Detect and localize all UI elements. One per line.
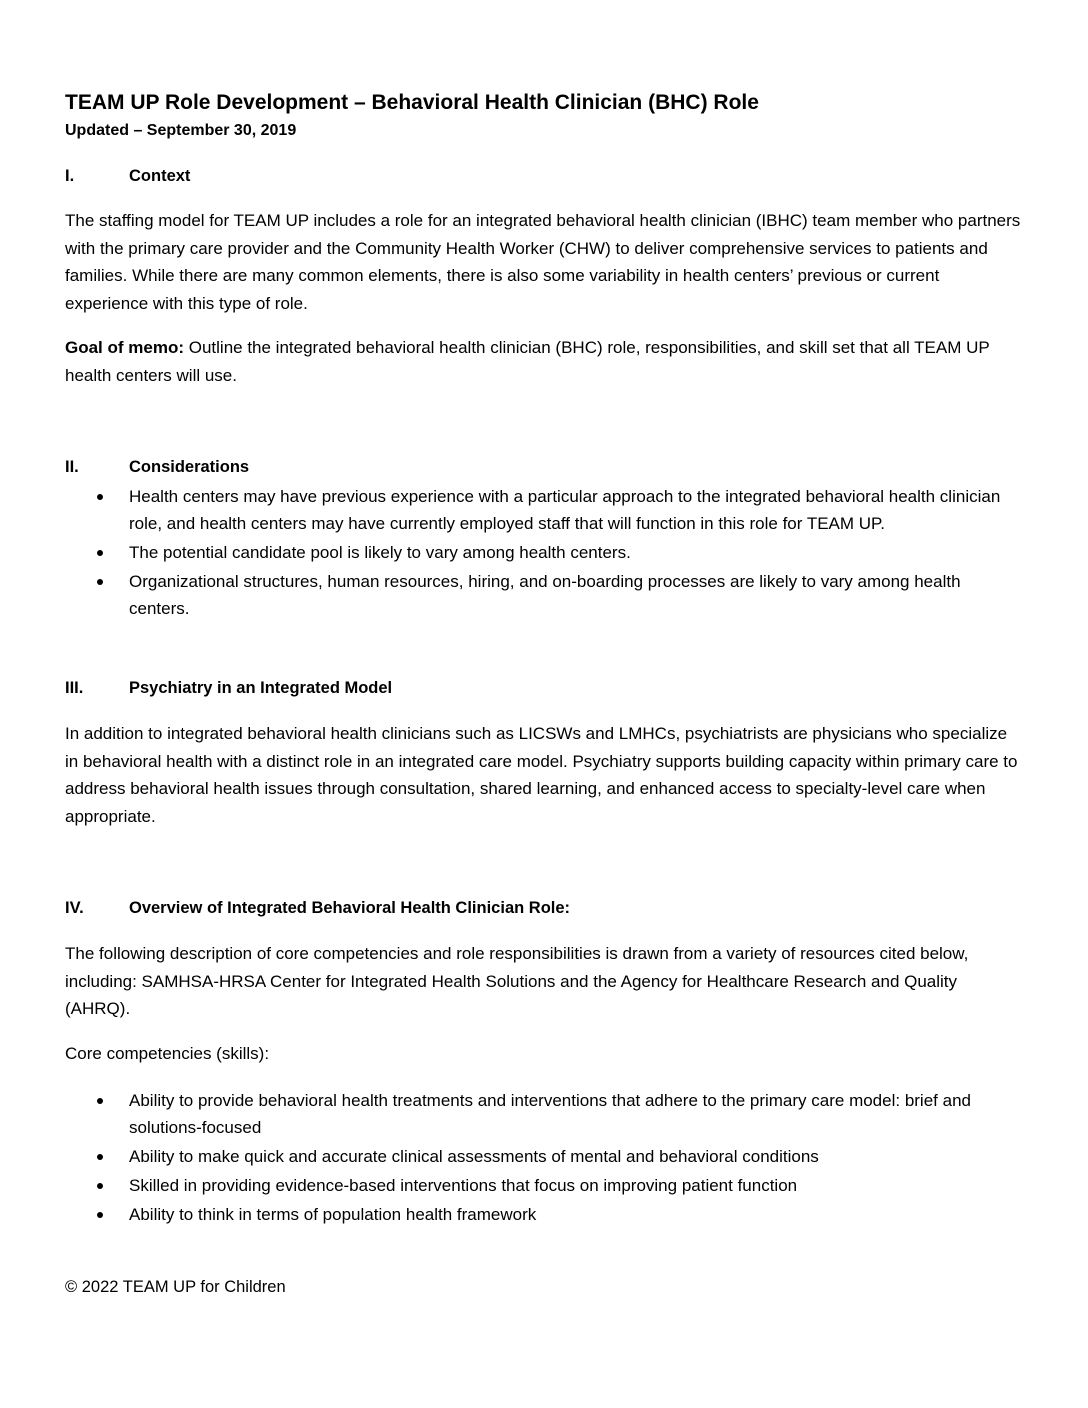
document-title: TEAM UP Role Development – Behavioral Health Clinician (BHC) Role bbox=[65, 91, 759, 114]
list-item: Health centers may have previous experience with a particular approach to the integrated behavioral health clinician role, and health centers may have currently employed staff that will function in this role for TEAM UP. bbox=[65, 483, 1025, 537]
goal-paragraph bbox=[65, 334, 1025, 389]
section-heading bbox=[65, 896, 1025, 920]
document-subtitle: Updated – September 30, 2019 bbox=[65, 122, 297, 139]
overview-paragraph: The following description of core competencies and role responsibilities is drawn from a variety of resources cited below, including: SAMHSA-HRSA Center for Integrated Health Solutions and the Agency for Healthcare Research and Quality (AHRQ). bbox=[65, 944, 969, 1018]
copyright-footer: © 2022 TEAM UP for Children bbox=[65, 1278, 286, 1296]
list-item: Ability to make quick and accurate clinical assessments of mental and behavioral conditions bbox=[65, 1143, 1025, 1170]
section-title: Considerations bbox=[129, 458, 250, 476]
list-item: Ability to think in terms of population health framework bbox=[65, 1201, 1025, 1228]
section-heading bbox=[65, 164, 1025, 188]
section-title: Overview of Integrated Behavioral Health Clinician Role: bbox=[129, 899, 571, 917]
document-page bbox=[65, 88, 1025, 1230]
list-item: Organizational structures, human resources, hiring, and on-boarding processes are likely to vary among health centers. bbox=[65, 568, 1025, 622]
bullet-icon bbox=[97, 494, 103, 500]
bullet-icon bbox=[97, 1212, 103, 1218]
bullet-icon bbox=[97, 1183, 103, 1189]
considerations-list bbox=[65, 483, 1025, 622]
section-number: I. bbox=[65, 167, 75, 185]
goal-text: Outline the integrated behavioral health clinician (BHC) role, responsibilities, and skill set that all TEAM UP health centers will use. bbox=[65, 338, 990, 385]
section-context bbox=[65, 164, 1025, 389]
competencies-label: Core competencies (skills): bbox=[65, 1043, 270, 1063]
section-overview bbox=[65, 896, 1025, 1228]
section-considerations bbox=[65, 455, 1025, 622]
list-item: The potential candidate pool is likely to vary among health centers. bbox=[65, 539, 1025, 566]
section-title: Context bbox=[129, 167, 191, 185]
list-item: Skilled in providing evidence-based interventions that focus on improving patient function bbox=[65, 1172, 1025, 1199]
competencies-list bbox=[65, 1087, 1025, 1228]
bullet-icon bbox=[97, 1154, 103, 1160]
goal-label: Goal of memo: bbox=[65, 338, 185, 357]
section-number: IV. bbox=[65, 899, 84, 917]
section-number: III. bbox=[65, 679, 84, 697]
section-title: Psychiatry in an Integrated Model bbox=[129, 679, 393, 697]
context-paragraph: The staffing model for TEAM UP includes a role for an integrated behavioral health clinician (IBHC) team member who partners with the primary care provider and the Community Health Worker (CHW) to deliver comprehensive services to patients and families. While there are many common elements, there is also some variability in health centers’ previous or current experience with this type of role. bbox=[65, 211, 1021, 313]
bullet-icon bbox=[97, 579, 103, 585]
section-heading bbox=[65, 676, 1025, 700]
bullet-icon bbox=[97, 1098, 103, 1104]
section-heading bbox=[65, 455, 1025, 479]
bullet-icon bbox=[97, 550, 103, 556]
list-item: Ability to provide behavioral health treatments and interventions that adhere to the primary care model: brief and solutions-focused bbox=[65, 1087, 1025, 1141]
section-number: II. bbox=[65, 458, 79, 476]
section-psychiatry bbox=[65, 676, 1025, 830]
psychiatry-paragraph: In addition to integrated behavioral health clinicians such as LICSWs and LMHCs, psychiatrists are physicians who specialize in behavioral health with a distinct role in an integrated care model. Psychiatry supports building capacity within primary care to address behavioral health issues through consultation, shared learning, and enhanced access to specialty-level care when appropriate. bbox=[65, 724, 1018, 826]
